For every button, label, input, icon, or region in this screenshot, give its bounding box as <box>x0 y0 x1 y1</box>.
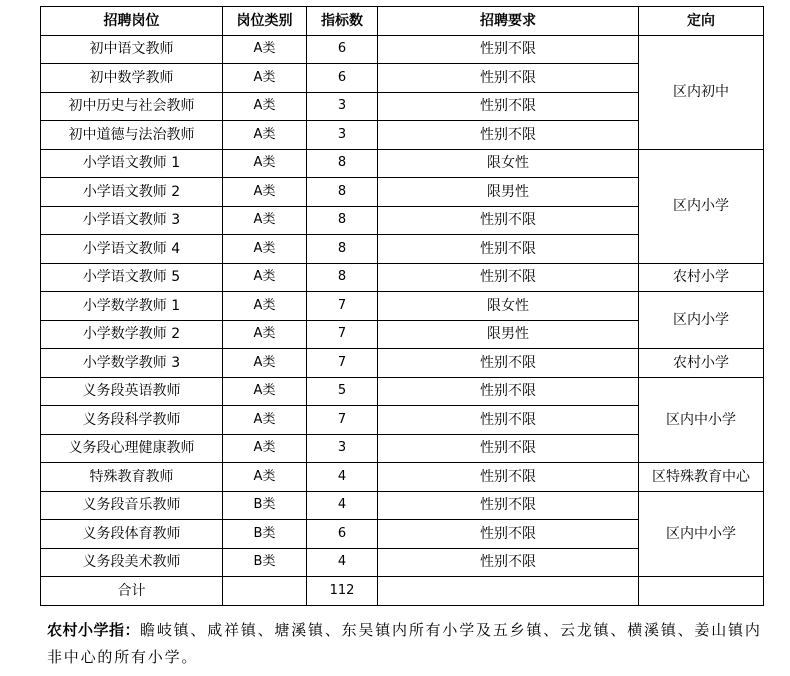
header-post: 招聘岗位 <box>41 7 223 36</box>
post-cell: 初中道德与法治教师 <box>41 121 223 150</box>
footnote <box>47 617 767 671</box>
table-header-row <box>41 7 764 36</box>
category-cell: A类 <box>223 64 307 93</box>
count-cell: 3 <box>307 92 378 121</box>
total-label-cell: 合计 <box>41 577 223 606</box>
requirement-cell: 性别不限 <box>378 491 639 520</box>
post-cell: 义务段心理健康教师 <box>41 434 223 463</box>
category-cell: A类 <box>223 463 307 492</box>
post-cell: 初中语文教师 <box>41 35 223 64</box>
direction-cell: 区内中小学 <box>639 491 764 577</box>
requirement-cell: 限男性 <box>378 178 639 207</box>
count-cell: 7 <box>307 349 378 378</box>
count-cell: 6 <box>307 35 378 64</box>
requirement-cell: 性别不限 <box>378 35 639 64</box>
header-requirement: 招聘要求 <box>378 7 639 36</box>
category-cell: A类 <box>223 235 307 264</box>
post-cell: 初中数学教师 <box>41 64 223 93</box>
count-cell: 4 <box>307 548 378 577</box>
direction-cell: 区内初中 <box>639 35 764 149</box>
category-cell: A类 <box>223 377 307 406</box>
post-cell: 小学数学教师 2 <box>41 320 223 349</box>
requirement-cell: 性别不限 <box>378 548 639 577</box>
count-cell: 5 <box>307 377 378 406</box>
post-cell: 小学语文教师 1 <box>41 149 223 178</box>
total-row <box>41 577 764 606</box>
post-cell: 义务段英语教师 <box>41 377 223 406</box>
post-cell: 小学语文教师 3 <box>41 206 223 235</box>
category-cell: A类 <box>223 92 307 121</box>
count-cell: 8 <box>307 178 378 207</box>
requirement-cell: 限男性 <box>378 320 639 349</box>
category-cell: A类 <box>223 434 307 463</box>
requirement-cell: 限女性 <box>378 149 639 178</box>
requirement-cell: 限女性 <box>378 292 639 321</box>
category-cell: A类 <box>223 35 307 64</box>
requirement-cell: 性别不限 <box>378 121 639 150</box>
category-cell: A类 <box>223 263 307 292</box>
header-category: 岗位类别 <box>223 7 307 36</box>
count-cell: 4 <box>307 463 378 492</box>
post-cell: 特殊教育教师 <box>41 463 223 492</box>
requirement-cell: 性别不限 <box>378 349 639 378</box>
direction-cell: 农村小学 <box>639 263 764 292</box>
total-direction-cell <box>639 577 764 606</box>
table-row <box>41 377 764 406</box>
count-cell: 8 <box>307 263 378 292</box>
footnote-text: 瞻岐镇、咸祥镇、塘溪镇、东吴镇内所有小学及五乡镇、云龙镇、横溪镇、姜山镇内非中心的所有小学。 <box>47 621 762 666</box>
count-cell: 7 <box>307 292 378 321</box>
requirement-cell: 性别不限 <box>378 406 639 435</box>
table-row <box>41 35 764 64</box>
post-cell: 小学语文教师 5 <box>41 263 223 292</box>
table-row <box>41 349 764 378</box>
recruitment-table <box>40 6 764 606</box>
count-cell: 6 <box>307 64 378 93</box>
count-cell: 7 <box>307 406 378 435</box>
count-cell: 7 <box>307 320 378 349</box>
count-cell: 8 <box>307 235 378 264</box>
post-cell: 小学语文教师 4 <box>41 235 223 264</box>
footnote-label: 农村小学指： <box>47 621 141 639</box>
header-count: 指标数 <box>307 7 378 36</box>
table-row <box>41 463 764 492</box>
requirement-cell: 性别不限 <box>378 263 639 292</box>
count-cell: 4 <box>307 491 378 520</box>
post-cell: 小学数学教师 3 <box>41 349 223 378</box>
category-cell: A类 <box>223 121 307 150</box>
category-cell: B类 <box>223 520 307 549</box>
post-cell: 小学语文教师 2 <box>41 178 223 207</box>
requirement-cell: 性别不限 <box>378 463 639 492</box>
direction-cell: 区内中小学 <box>639 377 764 463</box>
count-cell: 3 <box>307 434 378 463</box>
table-row <box>41 263 764 292</box>
total-count-cell: 112 <box>307 577 378 606</box>
post-cell: 小学数学教师 1 <box>41 292 223 321</box>
direction-cell: 区内小学 <box>639 292 764 349</box>
category-cell: A类 <box>223 349 307 378</box>
requirement-cell: 性别不限 <box>378 377 639 406</box>
category-cell: B类 <box>223 548 307 577</box>
post-cell: 初中历史与社会教师 <box>41 92 223 121</box>
count-cell: 8 <box>307 149 378 178</box>
requirement-cell: 性别不限 <box>378 64 639 93</box>
category-cell: A类 <box>223 149 307 178</box>
direction-cell: 农村小学 <box>639 349 764 378</box>
count-cell: 6 <box>307 520 378 549</box>
category-cell: A类 <box>223 206 307 235</box>
header-direction: 定向 <box>639 7 764 36</box>
table-body <box>41 35 764 605</box>
total-requirement-cell <box>378 577 639 606</box>
table-row <box>41 292 764 321</box>
requirement-cell: 性别不限 <box>378 206 639 235</box>
direction-cell: 区特殊教育中心 <box>639 463 764 492</box>
total-category-cell <box>223 577 307 606</box>
category-cell: B类 <box>223 491 307 520</box>
post-cell: 义务段科学教师 <box>41 406 223 435</box>
category-cell: A类 <box>223 292 307 321</box>
category-cell: A类 <box>223 178 307 207</box>
category-cell: A类 <box>223 406 307 435</box>
requirement-cell: 性别不限 <box>378 434 639 463</box>
requirement-cell: 性别不限 <box>378 92 639 121</box>
requirement-cell: 性别不限 <box>378 235 639 264</box>
category-cell: A类 <box>223 320 307 349</box>
post-cell: 义务段美术教师 <box>41 548 223 577</box>
post-cell: 义务段体育教师 <box>41 520 223 549</box>
count-cell: 8 <box>307 206 378 235</box>
count-cell: 3 <box>307 121 378 150</box>
direction-cell: 区内小学 <box>639 149 764 263</box>
table-row <box>41 149 764 178</box>
requirement-cell: 性别不限 <box>378 520 639 549</box>
table-row <box>41 491 764 520</box>
post-cell: 义务段音乐教师 <box>41 491 223 520</box>
